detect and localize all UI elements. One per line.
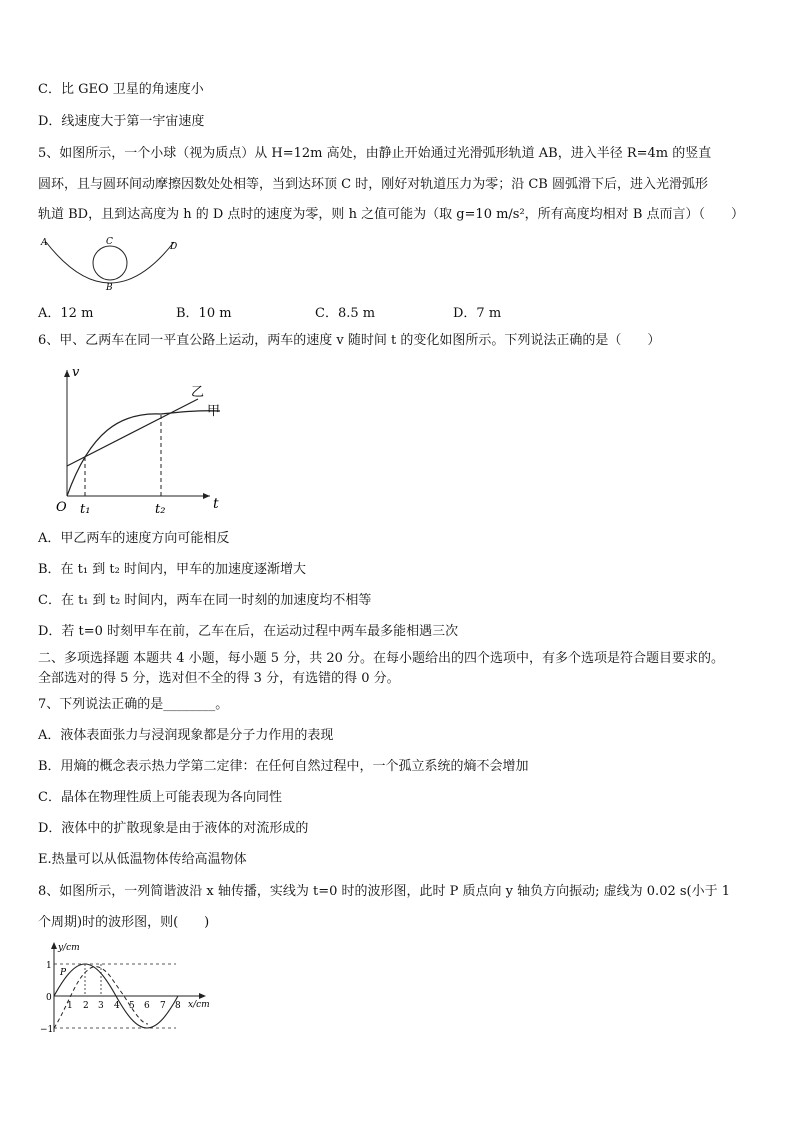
q5-stem-1: 5、如图所示，一个小球（视为质点）从 H=12m 高处，由静止开始通过光滑弧形轨道 AB，进入半径 R=4m 的竖直 xyxy=(38,146,712,161)
q6-vt-graph xyxy=(50,362,240,522)
q6-option-b: B．在 t₁ 到 t₂ 时间内，甲车的加速度逐渐增大 xyxy=(38,562,306,577)
option-d-geo: D．线速度大于第一宇宙速度 xyxy=(38,114,205,129)
q5-option-d: D．7 m xyxy=(453,306,502,321)
q5-option-b: B．10 m xyxy=(176,306,232,321)
q7-option-b: B．用熵的概念表示热力学第二定律：在任何自然过程中，一个孤立系统的熵不会增加 xyxy=(38,759,529,774)
q6-option-c: C．在 t₁ 到 t₂ 时间内，两车在同一时刻的加速度均不相等 xyxy=(38,593,372,608)
q8-stem-1: 8、如图所示，一列简谐波沿 x 轴传播，实线为 t=0 时的波形图，此时 P 质点向 y 轴负方向振动; 虚线为 0.02 s(小于 1 xyxy=(38,884,731,899)
q7-option-a: A．液体表面张力与浸润现象都是分子力作用的表现 xyxy=(38,728,334,743)
q5-track-figure xyxy=(38,232,188,294)
section-2-heading-2: 全部选对的得 5 分，选对但不全的得 3 分，有选错的得 0 分。 xyxy=(38,671,400,686)
label-d: D xyxy=(170,242,178,252)
axis-t-label: t xyxy=(213,496,219,512)
q7-option-d: D．液体中的扩散现象是由于液体的对流形成的 xyxy=(38,821,309,836)
q8-wave-figure xyxy=(30,940,220,1038)
x-tick-7: 7 xyxy=(160,1001,166,1011)
q5-options xyxy=(38,302,738,320)
q7-stem: 7、下列说法正确的是________。 xyxy=(38,697,229,712)
y-tick-neg1: −1 xyxy=(40,1025,54,1035)
q6-stem: 6、甲、乙两车在同一平直公路上运动，两车的速度 v 随时间 t 的变化如图所示。下列说法正确的是（ ） xyxy=(38,333,661,348)
x-tick-6: 6 xyxy=(144,1001,150,1011)
x-tick-3: 3 xyxy=(98,1001,104,1011)
section-2-heading-1: 二、多项选择题 本题共 4 小题，每小题 5 分，共 20 分。在每小题给出的四个选项中，有多个选项是符合题目要求的。 xyxy=(38,651,725,666)
curve-label-jia: 甲 xyxy=(207,404,221,419)
t2-label: t₂ xyxy=(155,502,166,517)
x-tick-2: 2 xyxy=(83,1001,89,1011)
q5-option-c: C．8.5 m xyxy=(315,306,376,321)
q5-stem-2: 圆环，且与圆环间动摩擦因数处处相等，当到达环顶 C 时，刚好对轨道压力为零；沿 CB 圆弧滑下后，进入光滑弧形 xyxy=(38,177,708,192)
label-b: B xyxy=(106,283,113,293)
x-tick-8: 8 xyxy=(175,1001,181,1011)
curve-label-yi: 乙 xyxy=(191,385,205,400)
q5-stem-3: 轨道 BD，且到达高度为 h 的 D 点时的速度为零，则 h 之值可能为（取 g=10 m/s²，所有高度均相对 B 点而言）（ ） xyxy=(38,207,744,222)
label-c: C xyxy=(106,237,113,247)
q7-option-e: E.热量可以从低温物体传给高温物体 xyxy=(38,852,247,867)
x-tick-1: 1 xyxy=(67,1001,73,1011)
option-c-geo: C．比 GEO 卫星的角速度小 xyxy=(38,82,204,97)
t1-label: t₁ xyxy=(80,502,91,517)
axis-v-label: v xyxy=(72,365,80,380)
q7-option-c: C．晶体在物理性质上可能表现为各向同性 xyxy=(38,790,282,805)
x-tick-5: 5 xyxy=(129,1001,135,1011)
x-tick-4: 4 xyxy=(114,1001,120,1011)
q8-stem-2: 个周期)时的波形图，则( ) xyxy=(38,915,210,930)
q6-option-a: A．甲乙两车的速度方向可能相反 xyxy=(38,531,230,546)
q6-option-d: D．若 t=0 时刻甲车在前，乙车在后，在运动过程中两车最多能相遇三次 xyxy=(38,624,459,639)
y-tick-1: 1 xyxy=(46,961,52,971)
label-a: A xyxy=(41,238,48,248)
x-axis-label: x/cm xyxy=(188,1000,210,1010)
y-axis-label: y/cm xyxy=(58,943,80,953)
q5-option-a: A．12 m xyxy=(38,306,94,321)
y-tick-0: 0 xyxy=(46,993,52,1003)
point-p-label: P xyxy=(60,968,67,978)
origin-label: O xyxy=(56,500,67,515)
